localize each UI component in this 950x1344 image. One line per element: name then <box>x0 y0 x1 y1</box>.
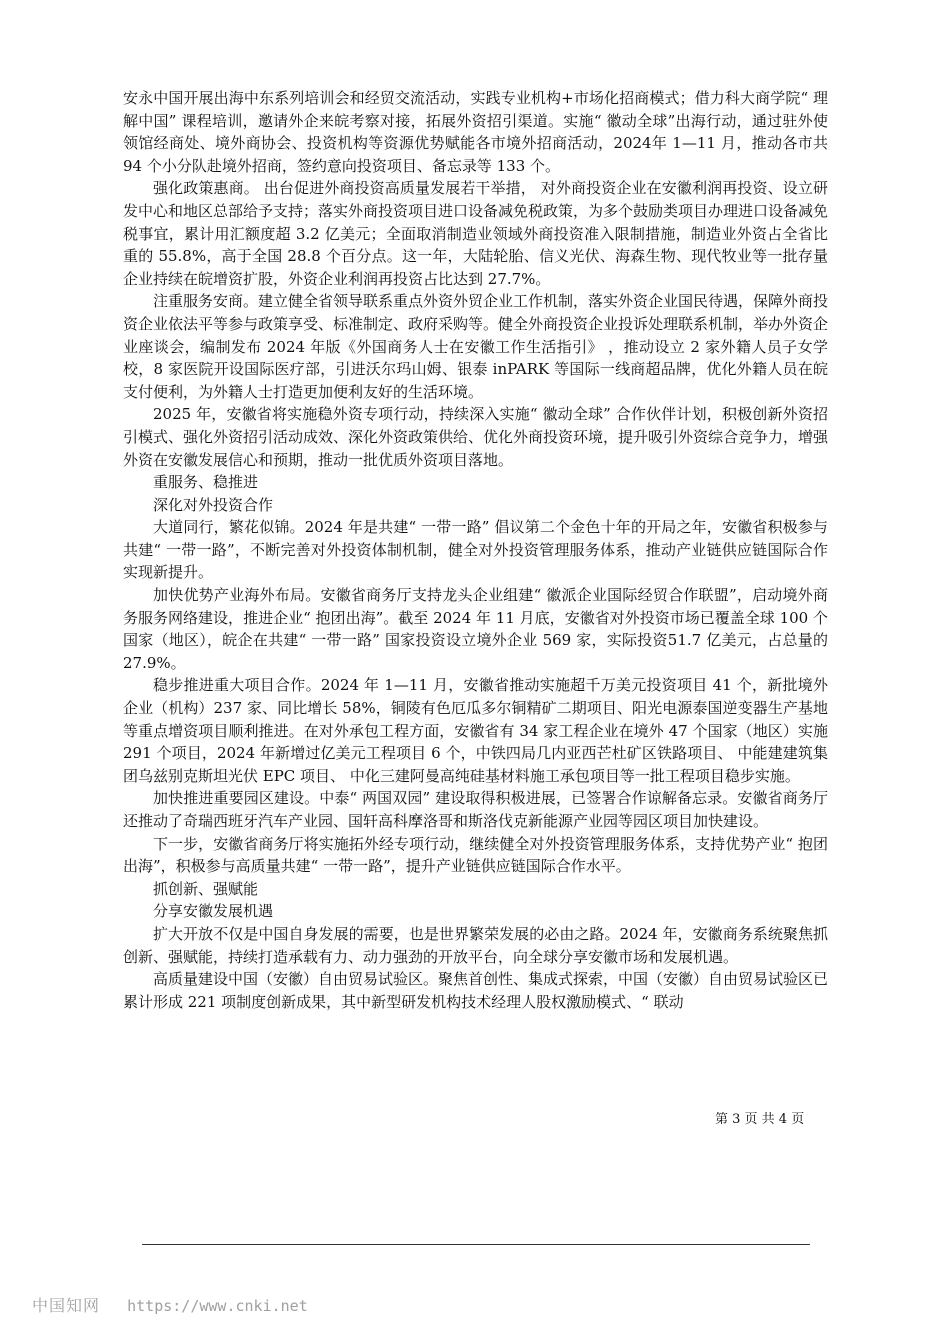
paragraph-park-construction: 加快推进重要园区建设。中泰“ 两国双园” 建设取得积极进展，已签署合作谅解备忘录。安徽省商务厅还推动了奇瑞西班牙汽车产业园、国轩高科摩洛哥和斯洛伐克新能源产业园等园区项目加快建设。 <box>123 789 828 830</box>
section-subheading: 分享安徽发展机遇 <box>153 902 274 921</box>
paragraph-free-trade-zone: 高质量建设中国（安徽）自由贸易试验区。聚焦首创性、集成式探索，中国（安徽）自由贸易试验区已累计形成 221 项制度创新成果，其中新型研发机构技术经理人股权激励模式、“ 联动 <box>123 970 829 1011</box>
paragraph-opening-up: 扩大开放不仅是中国自身发展的需要，也是世界繁荣发展的必由之路。2024 年，安徽商务系统聚焦抓创新、强赋能，持续打造承载有力、动力强劲的开放平台，向全球分享安徽市场和发展机遇。 <box>123 924 828 966</box>
cnki-logo-text: 中国知网 <box>32 1296 101 1315</box>
paragraph-policy: 强化政策惠商。 出台促进外商投资高质量发展若干举措， 对外商投资企业在安徽利润再投资、设立研发中心和地区总部给予支持；落实外商投资项目进口设备减免税政策，为多个鼓励类项目办理进口设备减免税事宜，累计用汇额度超 3.2 亿美元；全面取消制造业领域外商投资准入限制措施，制造业外资占全省比重的 55.8%，高于全国 28.8 个百分点。这一年，大陆轮胎、信义光伏、海森生物、现代牧业等一批存量企业持续在皖增资扩股，外资企业利润再投资占比达到 27.7%。 <box>123 179 829 288</box>
paragraph-major-projects: 稳步推进重大项目合作。2024 年 1—11 月，安徽省推动实施超千万美元投资项目 41 个，新批境外企业（机构）237 家、同比增长 58%，铜陵有色厄瓜多尔铜精矿二期项目、阳光电源泰国逆变器生产基地等重点增资项目顺利推进。在对外承包工程方面，安徽省有 34 家工程企业在境外 47 个国家（地区）实施 291 个项目，2024 年新增过亿美元工程项目 6 个，中铁四局几内亚西芒杜矿区铁路项目、 中能建建筑集团乌兹别克斯坦光伏 EPC 项目、 中化三建阿曼高纯硅基材料施工承包项目等一批工程项目稳步实施。 <box>123 676 828 785</box>
paragraph-2025-plan: 2025 年，安徽省将实施稳外资专项行动，持续深入实施“ 徽动全球” 合作伙伴计划，积极创新外资招引模式、强化外资招引活动成效、深化外资政策供给、优化外商投资环境，提升吸引外资综合竞争力，增强外资在安徽发展信心和预期，推动一批优质外资项目落地。 <box>123 405 829 469</box>
document-body <box>123 87 828 1013</box>
section-subheading: 深化对外投资合作 <box>153 495 274 514</box>
paragraph-next-step: 下一步，安徽省商务厅将实施拓外经专项行动，继续健全对外投资管理服务体系，支持优势产业“ 抱团出海”，积极参与高质量共建“ 一带一路”，提升产业链供应链国际合作水平。 <box>123 834 828 876</box>
paragraph-service: 注重服务安商。建立健全省领导联系重点外资外贸企业工作机制，落实外资企业国民待遇，保障外商投资企业依法平等参与政策享受、标准制定、政府采购等。健全外商投资企业投诉处理联系机制，举办外资企业座谈会，编制发布 2024 年版《外国商务人士在安徽工作生活指引》 ，推动设立 2 家外籍人员子女学校，8 家医院开设国际医疗部，引进沃尔玛山姆、银泰 inPARK 等国际一线商超品牌，优化外籍人员在皖支付便利，为外籍人士打造更加便利友好的生活环境。 <box>123 292 829 401</box>
paragraph-continued: 安永中国开展出海中东系列培训会和经贸交流活动，实践专业机构+市场化招商模式；借力科大商学院“ 理解中国” 课程培训，邀请外企来皖考察对接，拓展外资招引渠道。实施“ 徽动全球”出海行动，通过驻外使领馆经商处、境外商协会、投资机构等资源优势赋能各市境外招商活动，2024年 1—11 月，推动各市共 94 个小分队赴境外招商，签约意向投资项目、备忘录等 133 个。 <box>123 89 828 175</box>
page-number: 第 3 页 共 4 页 <box>715 1112 805 1127</box>
footer-divider <box>142 1244 810 1245</box>
cnki-url-link[interactable]: https://www.cnki.net <box>127 1297 308 1315</box>
section-heading: 抓创新、强赋能 <box>153 879 259 898</box>
cnki-watermark <box>32 1293 308 1316</box>
section-heading: 重服务、稳推进 <box>153 473 259 492</box>
paragraph-belt-road: 大道同行，繁花似锦。2024 年是共建“ 一带一路” 倡议第二个金色十年的开局之年，安徽省积极参与共建“ 一带一路”，不断完善对外投资体制机制，健全对外投资管理服务体系，推动产业链供应链国际合作实现新提升。 <box>123 518 828 582</box>
paragraph-overseas-layout: 加快优势产业海外布局。安徽省商务厅支持龙头企业组建“ 徽派企业国际经贸合作联盟”，启动境外商务服务网络建设，推进企业“ 抱团出海”。截至 2024 年 11 月底，安徽省对外投资市场已覆盖全球 100 个国家（地区），皖企在共建“ 一带一路” 国家投资设立境外企业 569 家，实际投资51.7 亿美元，占总量的 27.9%。 <box>123 586 828 672</box>
